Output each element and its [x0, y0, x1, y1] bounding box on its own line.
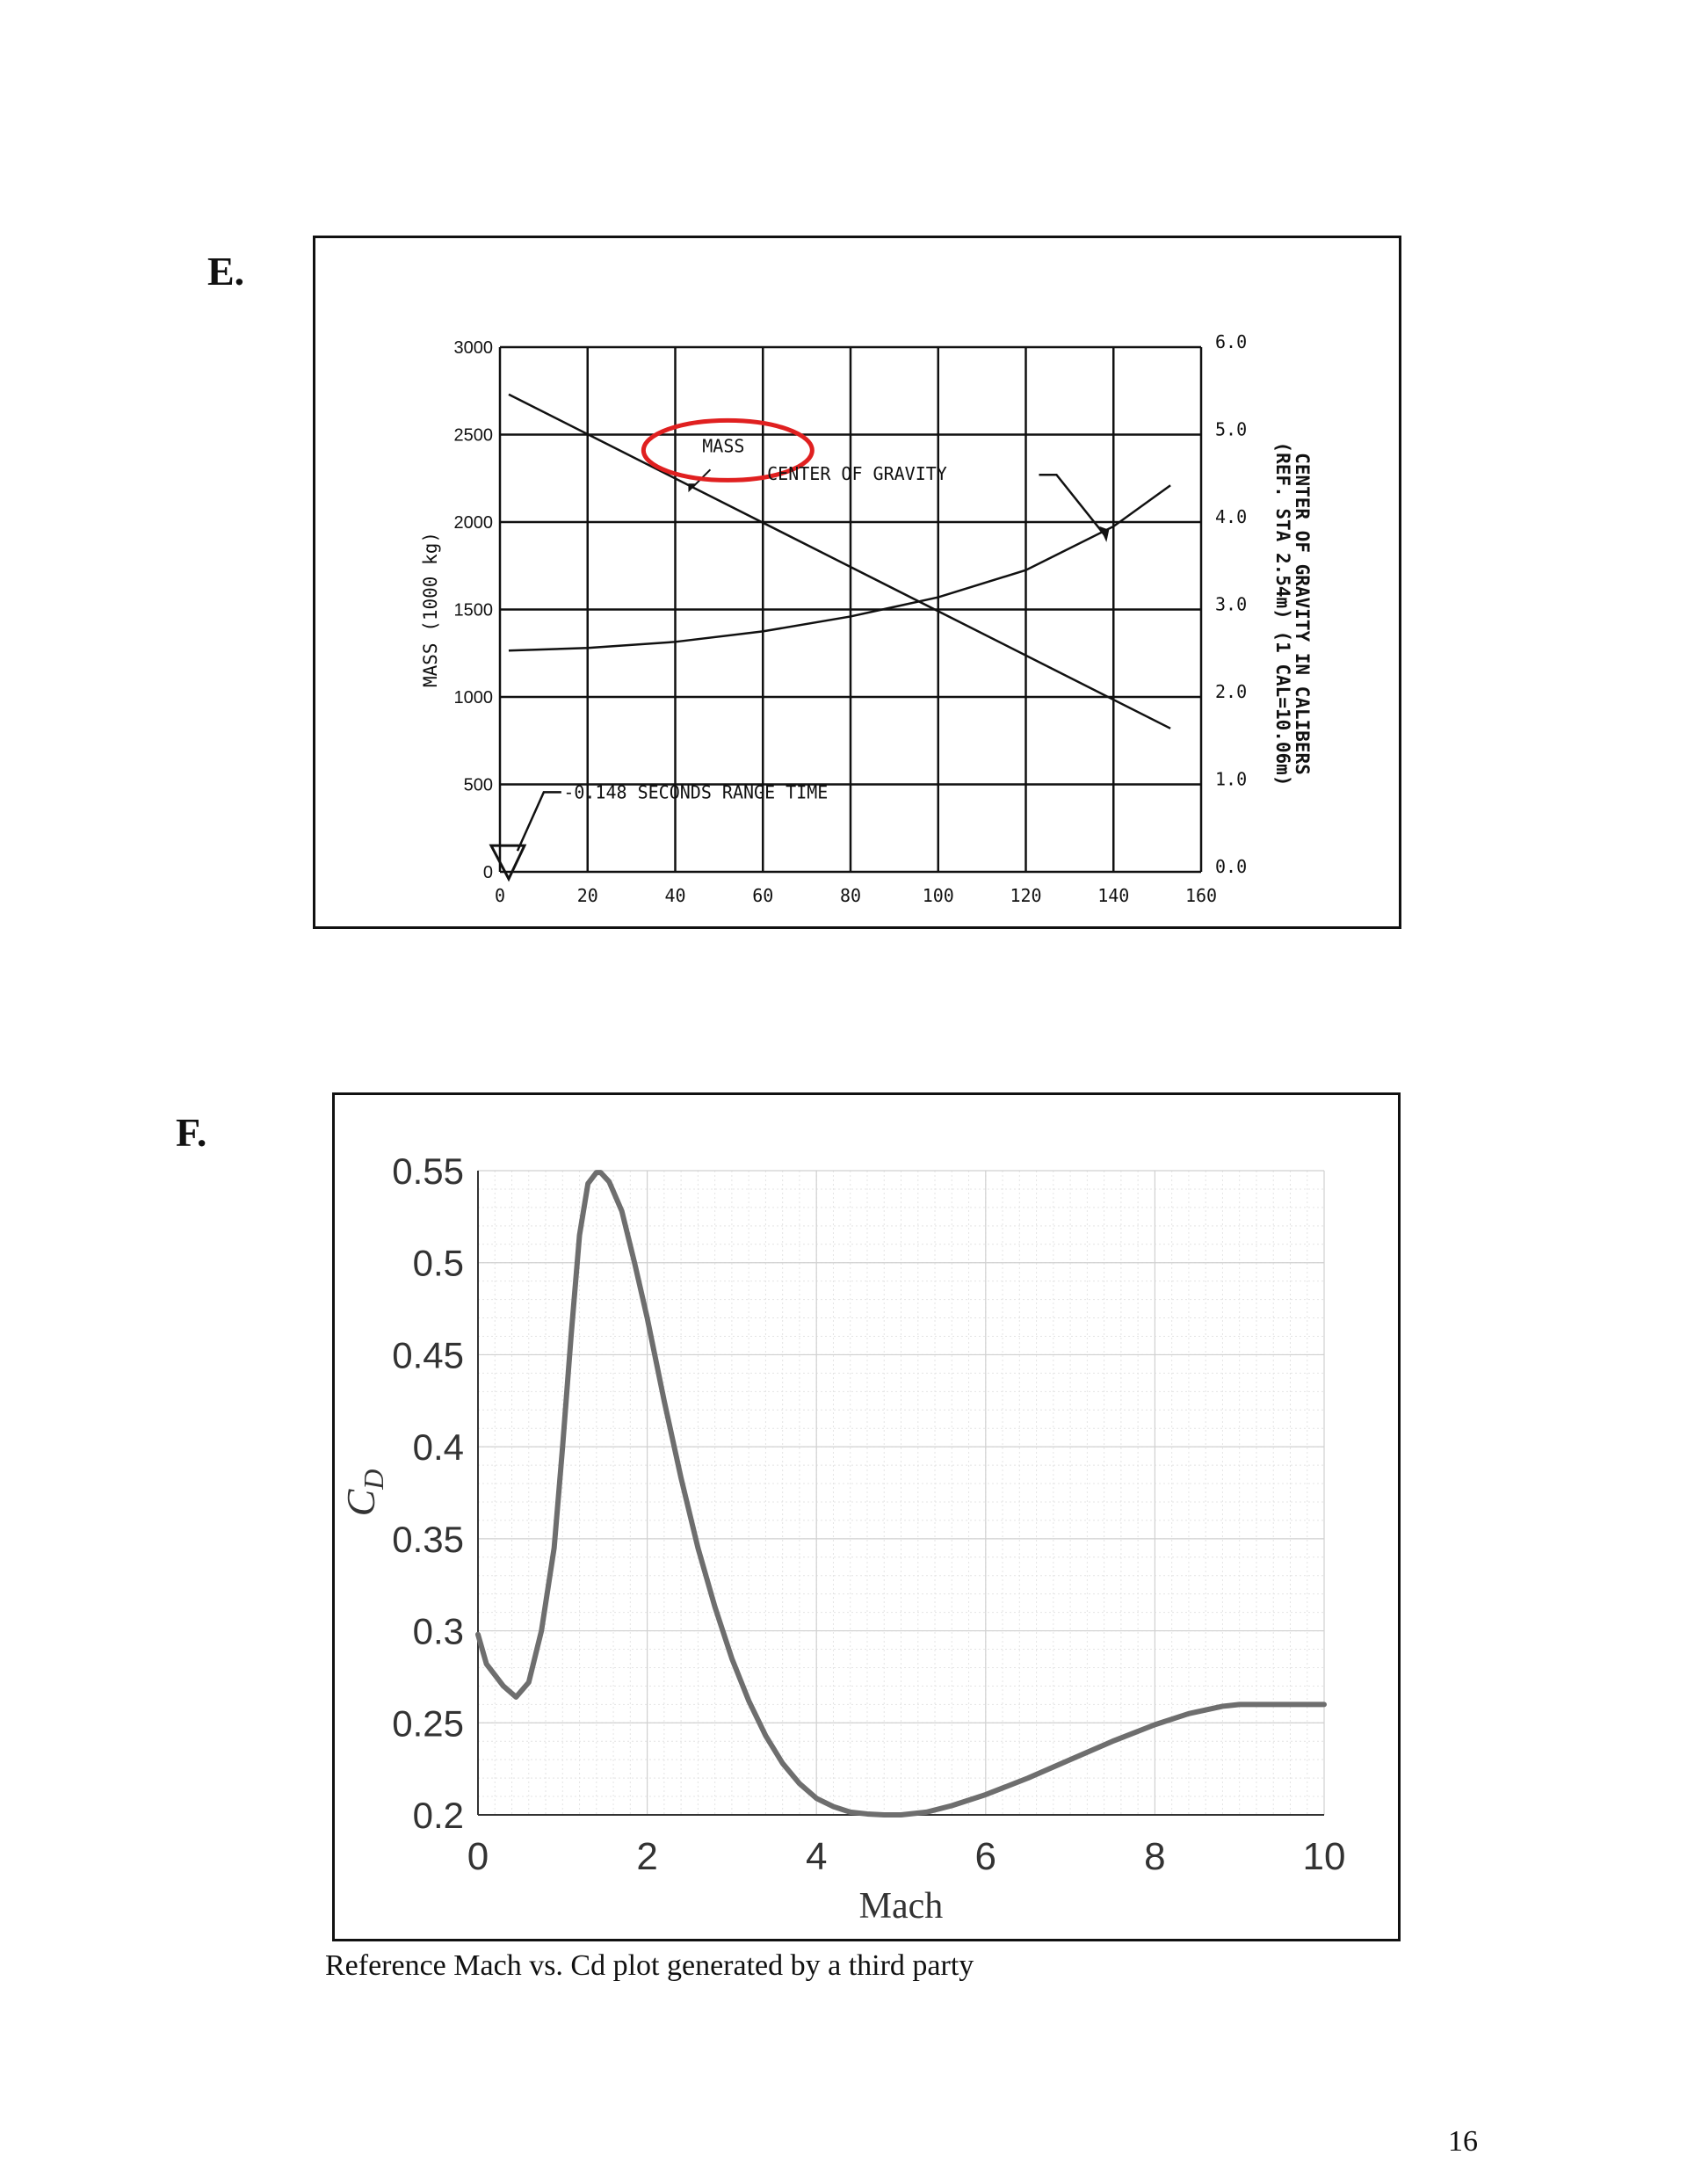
y2-axis-label-line2: (REF. STA 2.54m) (1 CAL=10.06m): [1272, 441, 1293, 787]
y-axis-label-main: C: [338, 1489, 383, 1517]
y2-tick-label: 0.0: [1215, 856, 1248, 877]
x-tick-label: 20: [576, 885, 598, 906]
y-axis-label: MASS (1000 kg): [420, 531, 441, 688]
x-tick-label: 8: [1144, 1835, 1166, 1878]
y-axis-label-subscript: D: [358, 1469, 389, 1490]
y-tick-label: 0.4: [412, 1426, 464, 1469]
x-tick-label: 40: [664, 885, 686, 906]
annotation-range-time: -0.148 SECONDS RANGE TIME: [563, 781, 829, 803]
figure-label-e: E.: [207, 249, 245, 294]
x-tick-label: 60: [752, 885, 774, 906]
y-tick-label: 1000: [453, 688, 493, 707]
y-tick-label: 0.55: [392, 1150, 464, 1192]
x-tick-label: 0: [467, 1835, 489, 1878]
annotation-cg-leader: [1039, 475, 1104, 535]
y-tick-label: 0.45: [392, 1334, 464, 1376]
x-tick-label: 120: [1010, 885, 1042, 906]
x-tick-label: 10: [1302, 1835, 1346, 1878]
mass-cg-chart: [315, 238, 1404, 932]
y-tick-label: 3000: [453, 338, 493, 358]
annotation-mass: MASS: [702, 435, 745, 457]
x-tick-label: 6: [974, 1835, 997, 1878]
y-axis-label: [338, 1469, 389, 1517]
y-tick-label: 0: [482, 863, 493, 882]
x-tick-label: 4: [805, 1835, 828, 1878]
y2-tick-label: 4.0: [1215, 506, 1248, 527]
x-tick-label: 100: [922, 885, 954, 906]
figure-e-frame: [313, 236, 1401, 929]
y-tick-label: 2500: [453, 425, 493, 446]
series-line-mass: [509, 395, 1170, 729]
figure-label-f: F.: [176, 1110, 207, 1155]
y-tick-label: 500: [463, 775, 493, 795]
annotation-center-of-gravity: CENTER OF GRAVITY: [767, 463, 947, 485]
y-tick-label: 1500: [453, 600, 493, 620]
x-tick-label: 140: [1097, 885, 1130, 906]
annotation-range-time-leader: [518, 792, 561, 851]
y2-tick-label: 1.0: [1215, 768, 1248, 790]
y2-axis-label-line1: CENTER OF GRAVITY IN CALIBERS: [1292, 453, 1313, 775]
y-tick-label: 0.2: [412, 1795, 464, 1836]
y-tick-label: 0.25: [392, 1702, 464, 1745]
range-time-marker-triangle: [491, 845, 525, 879]
y-tick-label: 0.5: [412, 1242, 464, 1284]
x-axis-label: Mach: [858, 1886, 944, 1926]
y-tick-label: 2000: [453, 513, 493, 533]
x-tick-label: 80: [839, 885, 862, 906]
y2-tick-label: 2.0: [1215, 681, 1248, 702]
y2-tick-label: 6.0: [1215, 331, 1248, 352]
figure-caption: Reference Mach vs. Cd plot generated by a third party: [325, 1949, 974, 1982]
y-tick-label: 0.3: [412, 1610, 464, 1652]
y2-tick-label: 5.0: [1215, 418, 1248, 440]
page-number: 16: [1448, 2125, 1478, 2158]
mach-cd-chart: [335, 1095, 1403, 1944]
series-line-center-of-gravity: [509, 485, 1170, 650]
figure-f-frame: [332, 1092, 1401, 1941]
x-tick-label: 0: [494, 885, 506, 906]
x-tick-label: 2: [636, 1835, 658, 1878]
y-tick-label: 0.35: [392, 1518, 464, 1560]
x-tick-label: 160: [1184, 885, 1218, 906]
y2-tick-label: 3.0: [1215, 593, 1248, 615]
